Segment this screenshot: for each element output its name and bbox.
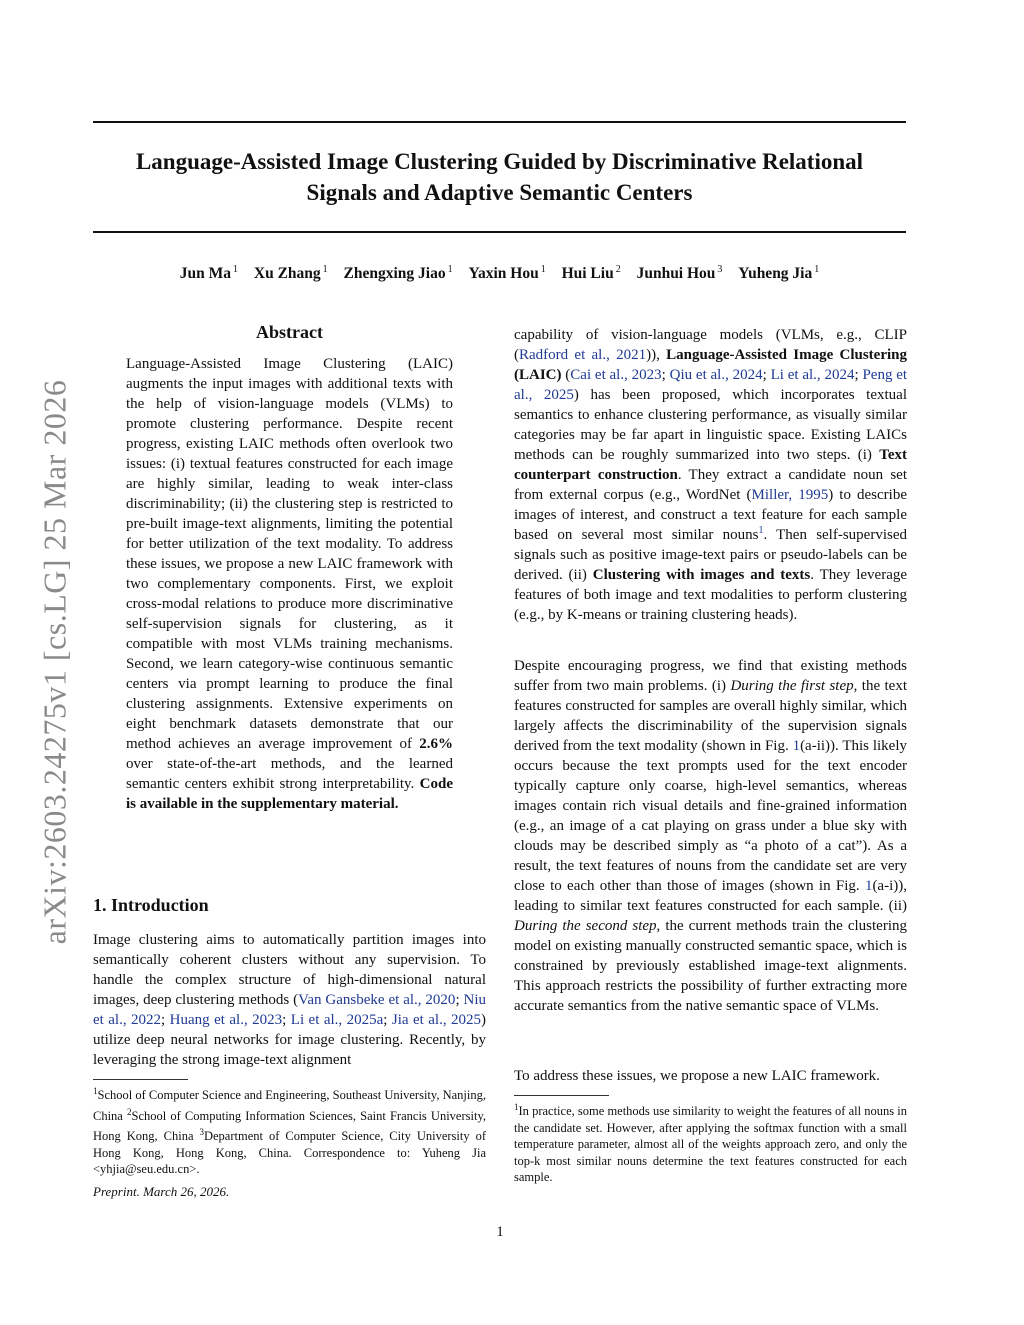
figure-link[interactable]: 1 — [792, 738, 801, 754]
author — [738, 265, 819, 282]
intro-paragraph — [93, 930, 486, 1070]
body-text: ( — [561, 367, 571, 383]
author — [180, 265, 238, 282]
citation-link[interactable]: Peng et al., 2025 — [514, 367, 908, 403]
term-text-counterpart: Text counterpart construction — [514, 447, 907, 483]
similarity-footnote — [514, 1099, 907, 1186]
intro-text-cont: ) utilize deep neural networks for image clustering. Recently, by leveraging the strong image-text alignment — [93, 1012, 487, 1068]
right-column-paragraph-2 — [514, 656, 907, 1016]
right-column-paragraph-3 — [514, 1066, 907, 1086]
body-text: . They extract a candidate noun set from external corpus (e.g., WordNet ( — [514, 467, 907, 503]
author — [254, 265, 328, 282]
code-availability-note: Code is available in the supplementary material. — [126, 776, 453, 812]
author-affiliation: 2 — [615, 264, 621, 275]
abstract-body — [126, 354, 453, 814]
author-name: Yuheng Jia — [738, 265, 813, 283]
section-heading-introduction: 1. Introduction — [93, 895, 209, 915]
citation-separator: ; — [854, 367, 863, 383]
citation-link[interactable]: Jia et al., 2025 — [391, 1012, 482, 1028]
paragraph — [514, 656, 907, 1016]
body-text: (a-i)), leading to similar text features constructed for each sample. (ii) — [514, 878, 907, 914]
footnote-mark: 3 — [199, 1127, 204, 1138]
body-text: , the current methods train the clustering model on existing manually constructed semantic space, which is constrained by previously established image-text alignments. This approach restricts the possibility of further extracting more accurate semantics from the native semantic space of VLMs. — [514, 918, 908, 1014]
title-top-rule — [93, 121, 906, 123]
preprint-note: Preprint. March 26, 2026. — [93, 1184, 230, 1199]
figure-link[interactable]: 1 — [864, 878, 873, 894]
abstract-highlight: 2.6% — [419, 736, 453, 752]
citation-separator: ; — [282, 1012, 291, 1028]
body-text: . Then self-supervised signals such as positive image-text pairs or pseudo-labels can be derived. (ii) — [514, 527, 907, 583]
author-affiliation: 3 — [717, 264, 723, 275]
citation-separator: ; — [762, 367, 771, 383]
title-bottom-rule — [93, 231, 906, 233]
affiliations-footnote — [93, 1083, 486, 1178]
citation-separator: ; — [161, 1012, 170, 1028]
citation-link[interactable]: Qiu et al., 2024 — [669, 367, 763, 383]
intro-text: Image clustering aims to automatically partition images into semantically coherent clusters without any supervision. To handle the complex structure of high-dimensional natural images, deep clustering methods ( — [93, 932, 486, 1008]
body-text: capability of vision-language models (VLMs, e.g., CLIP ( — [514, 327, 907, 363]
abstract-text: Language-Assisted Image Clustering (LAIC) augments the input images with additional texts with the help of vision-language models (VLMs) to promote clustering performance. Despite recent progress, existing LAIC methods often overlook two issues: (i) textual features constructed for each image are highly similar, leading to weak inter-class discriminability; (ii) the clustering step is restricted to pre-built image-text alignments, limiting the potential for better utilization of the text modality. To address these issues, we propose a new LAIC framework with two complementary components. First, we exploit cross-modal relations to produce more discriminative self-supervision signals for clustering, as it compatible with most VLMs training mechanisms. Second, we learn category-wise continuous semantic centers via prompt learning to produce the final clustering assignments. Extensive experiments on eight benchmark datasets demonstrate that our method achieves an average improvement of — [126, 356, 453, 752]
body-text: ) has been proposed, which incorporates textual semantics to enhance clustering performance, as visually similar categories may be far apart in linguistic space. Existing LAICs methods can be roughly summarized into two steps. (i) — [514, 387, 907, 463]
footnote-mark: 2 — [127, 1106, 132, 1117]
introduction-body — [93, 930, 486, 1070]
citation-separator: ; — [661, 367, 670, 383]
paragraph: To address these issues, we propose a new LAIC framework. — [514, 1068, 880, 1084]
citation-link[interactable]: Li et al., 2025a — [290, 1012, 384, 1028]
paragraph — [514, 325, 907, 625]
citation-link[interactable]: Huang et al., 2023 — [169, 1012, 283, 1028]
author-name: Hui Liu — [561, 265, 614, 283]
citation-link[interactable]: Miller, 1995 — [751, 487, 829, 503]
page-number: 1 — [496, 1224, 504, 1240]
paper-title — [93, 146, 906, 208]
author-name: Yaxin Hou — [468, 265, 539, 283]
affiliation-text: School of Computer Science and Engineering, Southeast University, Nanjing, China — [93, 1088, 486, 1123]
citation-link[interactable]: Cai et al., 2023 — [570, 367, 662, 383]
footnote-link[interactable]: 1 — [758, 525, 764, 536]
right-column-paragraph-1 — [514, 325, 907, 625]
author-name: Junhui Hou — [636, 265, 716, 283]
citation-separator: ; — [383, 1012, 392, 1028]
footnote-mark: 1 — [93, 1086, 98, 1096]
citation-link[interactable]: Li et al., 2024 — [770, 367, 855, 383]
author-name: Zhengxing Jiao — [343, 265, 446, 283]
emphasis-second-step: During the second step — [514, 918, 657, 934]
footnote-rule-left — [93, 1079, 188, 1080]
arxiv-identifier: arXiv:2603.24275v1 [cs.LG] 25 Mar 2026 — [36, 379, 73, 945]
author-list — [93, 264, 906, 283]
author — [344, 265, 453, 282]
footnote-mark: 1 — [514, 1102, 519, 1112]
author-affiliation: 1 — [447, 264, 453, 275]
abstract-text-cont: over state-of-the-art methods, and the learned semantic centers exhibit strong interpretability. — [126, 756, 453, 792]
abstract-paragraph — [126, 354, 453, 814]
citation-separator: ; — [455, 992, 464, 1008]
author-affiliation: 1 — [814, 264, 820, 275]
body-text: )), — [646, 347, 667, 363]
term-laic: Language-Assisted Image Clustering (LAIC) — [514, 347, 907, 383]
term-clustering: Clustering with images and texts — [592, 567, 811, 583]
citation-link[interactable]: Niu et al., 2022 — [93, 992, 487, 1028]
footnote-rule-right — [514, 1095, 609, 1096]
footnote-text: In practice, some methods use similarity to weight the features of all nouns in the candidate set. However, after applying the softmax function with a small temperature parameter, almost all of the weights approach zero, and only the top-k most similar nouns determine the text features constructed for each sample. — [514, 1104, 907, 1185]
author — [468, 265, 545, 282]
title-line-1: Language-Assisted Image Clustering Guided by Discriminative Relational — [135, 149, 864, 174]
abstract-heading: Abstract — [256, 322, 323, 342]
body-text: (a-ii)). This likely occurs because the text prompts used for the text encoder typically capture only coarse, high-level semantics, whereas images contain rich visual details and fine-grained information (e.g., an image of a cat playing on grass under a blue sky with clouds may be described simply as “a photo of a cat”). As a result, the text features of nouns from the candidate set are very close to each other than those of images (shown in Fig. — [514, 738, 908, 894]
body-text: Despite encouraging progress, we find that existing methods suffer from two main problems. (i) — [514, 658, 907, 694]
citation-link[interactable]: Radford et al., 2021 — [519, 347, 647, 363]
author-affiliation: 1 — [540, 264, 546, 275]
body-text: . They leverage features of both image and text modalities to perform clustering (e.g., by K-means or training clustering heads). — [514, 567, 908, 623]
body-text: , the text features constructed for samples are overall highly similar, which largely affects the discriminability of the supervision signals derived from the text modality (shown in Fig. — [514, 678, 907, 754]
author-name: Jun Ma — [179, 265, 231, 283]
body-text: ) to describe images of interest, and construct a text feature for each sample based on several most similar nouns — [514, 487, 907, 543]
affiliation-text: Department of Computer Science, City University of Hong Kong, Hong Kong, China. Correspondence to: Yuheng Jia <yhjia@seu.edu.cn>. — [93, 1129, 486, 1177]
affiliation-text: School of Computing Information Sciences, Saint Francis University, Hong Kong, China — [93, 1108, 487, 1144]
author — [562, 265, 621, 282]
author-affiliation: 1 — [322, 264, 328, 275]
citation-link[interactable]: Van Gansbeke et al., 2020 — [298, 992, 456, 1008]
title-line-2: Signals and Adaptive Semantic Centers — [306, 180, 693, 205]
emphasis-first-step: During the first step — [730, 678, 854, 694]
author — [637, 265, 723, 282]
author-affiliation: 1 — [233, 264, 238, 275]
author-name: Xu Zhang — [253, 265, 321, 283]
